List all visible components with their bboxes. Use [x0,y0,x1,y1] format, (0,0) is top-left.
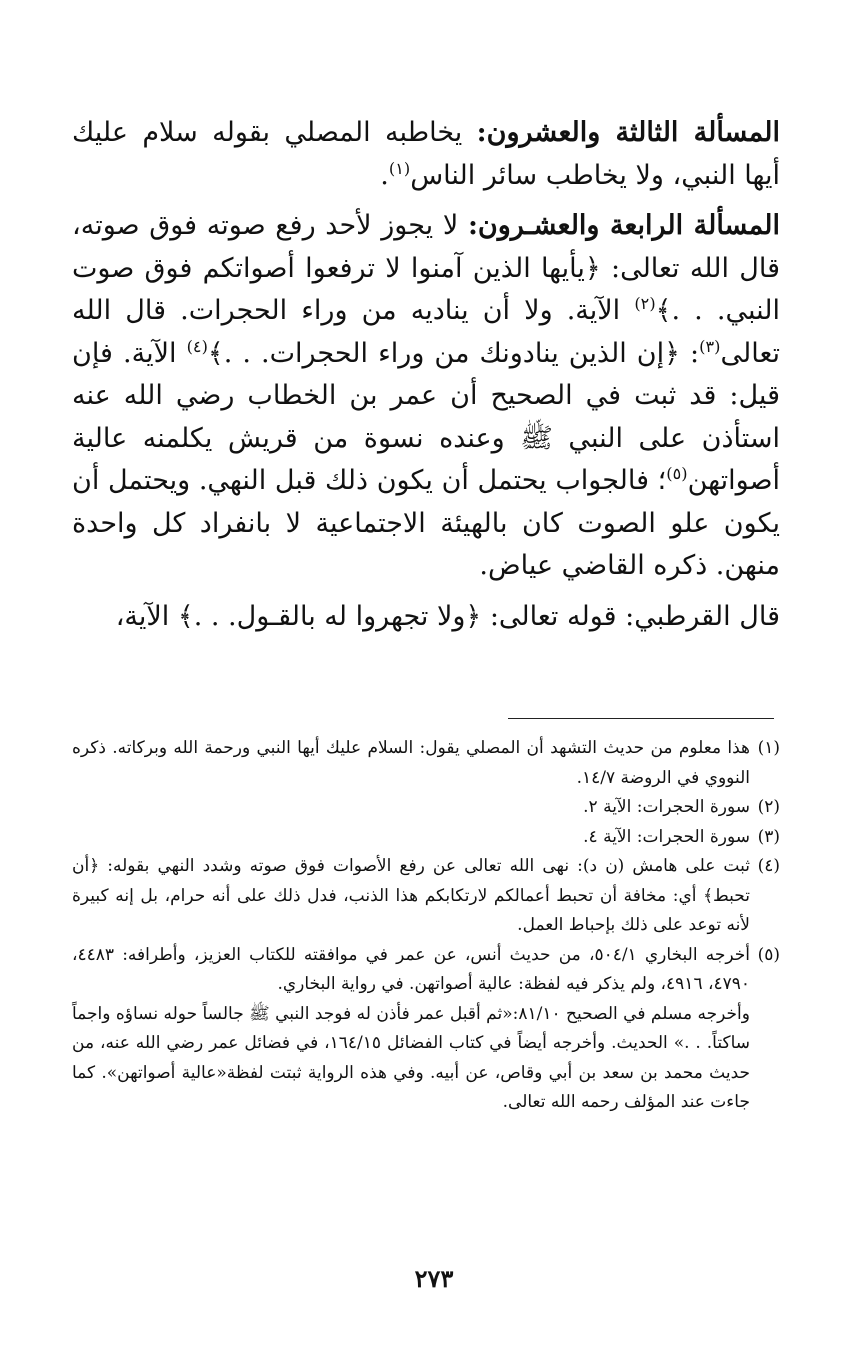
main-text [72,112,780,646]
paragraph-text: لا يجوز لأحد رفع صوته فوق صوته، قال الله تعالى: ﴿يأيها الذين آمنوا لا ترفعوا أصواتكم فوق صوت النبي. . .﴾ [72,210,780,326]
paragraph-text: يخاطبه المصلي بقوله سلام عليك أيها النبي، ولا يخاطب سائر الناس [72,117,780,191]
paragraph-qurtubi [72,596,780,639]
footnote-ref: (٢) [634,294,656,313]
footnote-text: سورة الحجرات: الآية ٢. [583,797,750,817]
footnote-ref: (٣) [699,336,721,356]
paragraph-text: : ﴿إن الذين ينادونك من وراء الحجرات. . .﴾ [207,337,700,369]
footnote-2 [72,793,780,823]
page-number: ٢٧٣ [414,1264,454,1293]
paragraph-heading: المسألة الثالثة والعشرون: [476,117,780,148]
footnote-number: (٢) [757,797,780,817]
footnote-text: أخرجه البخاري ٥٠٤/١، من حديث أنس، عن عمر في موافقته للكتاب العزيز، وأطرافه: ٤٤٨٣، ٤٧٩٠، ٤٩١٦، ولم يذكر فيه لفظة: عالية أصواتهن. في رواية البخاري. [72,944,750,994]
footnote-text: سورة الحجرات: الآية ٤. [583,826,750,847]
paragraph-23 [72,112,780,197]
footnote-ref: (٤) [186,336,208,356]
footnote-3 [72,823,780,853]
footnote-5 [72,941,780,1000]
paragraph-text: الآية. فإن قيل: قد ثبت في الصحيح أن عمر بن الخطاب رضي الله عنه استأذن على النبي ﷺ وعنده نسوة من قريش يكلمنه عالية أصواتهن [72,337,780,496]
paragraph-text: الآية. ولا أن يناديه من وراء الحجرات. قال الله تعالى [72,295,780,369]
paragraph-heading: المسألة الرابعة والعشـرون: [467,210,780,241]
footnote-5-continuation: وأخرجه مسلم في الصحيح ٨١/١٠:«ثم أقبل عمر فأذن له فوجد النبي ﷺ جالساً حوله نساؤه واجماً ساكتاً. . .» الحديث. وأخرجه أيضاً في كتاب الفضائل ١٦٤/١٥، في فضائل عمر رضي الله عنه، من حديث محمد بن سعد بن أبي وقاص، عن أبيه. وفي هذه الرواية ثبتت لفظة«عالية أصواتهن». كما جاءت عند المؤلف رحمه الله تعالى. [72,1003,750,1112]
footnote-separator [508,718,774,719]
footnote-number: (٣) [757,826,780,847]
paragraph-24 [72,205,780,588]
footnote-ref: (١) [388,158,411,178]
paragraph-text-end: . [380,159,389,191]
footnote-1 [72,734,780,793]
footnote-number: (٤) [757,856,780,876]
paragraph-text: ؛ فالجواب يحتمل أن يكون ذلك قبل النهي. ويحتمل أن يكون علو الصوت كان بالهيئة الاجتماعية لا بانفراد كل واحدة منهن. ذكره القاضي عياض. [72,465,780,581]
footnote-ref: (٥) [666,464,688,483]
footnote-number: (٥) [757,944,780,965]
footnote-4 [72,852,780,941]
footnote-text: هذا معلوم من حديث التشهد أن المصلي يقول: السلام عليك أيها النبي ورحمة الله وبركاته. ذكره النووي في الروضة ١٤/٧. [72,738,750,788]
paragraph-text: قال القرطبي: قوله تعالى: ﴿ولا تجهروا له بالقـول. . .﴾ الآية، [115,600,780,632]
footnotes [72,734,780,1118]
footnote-text: ثبت على هامش (ن د): نهى الله تعالى عن رفع الأصوات فوق صوته وشدد النهي بقوله: ﴿أن تحبط﴾ أي: مخافة أن تحبط أعمالكم لارتكابكم هذا الذنب، فدل ذلك على أنه حرام، بل إنه كبيرة لأنه توعد على ذلك بإحباط العمل. [72,856,750,935]
footnote-number: (١) [757,738,780,758]
